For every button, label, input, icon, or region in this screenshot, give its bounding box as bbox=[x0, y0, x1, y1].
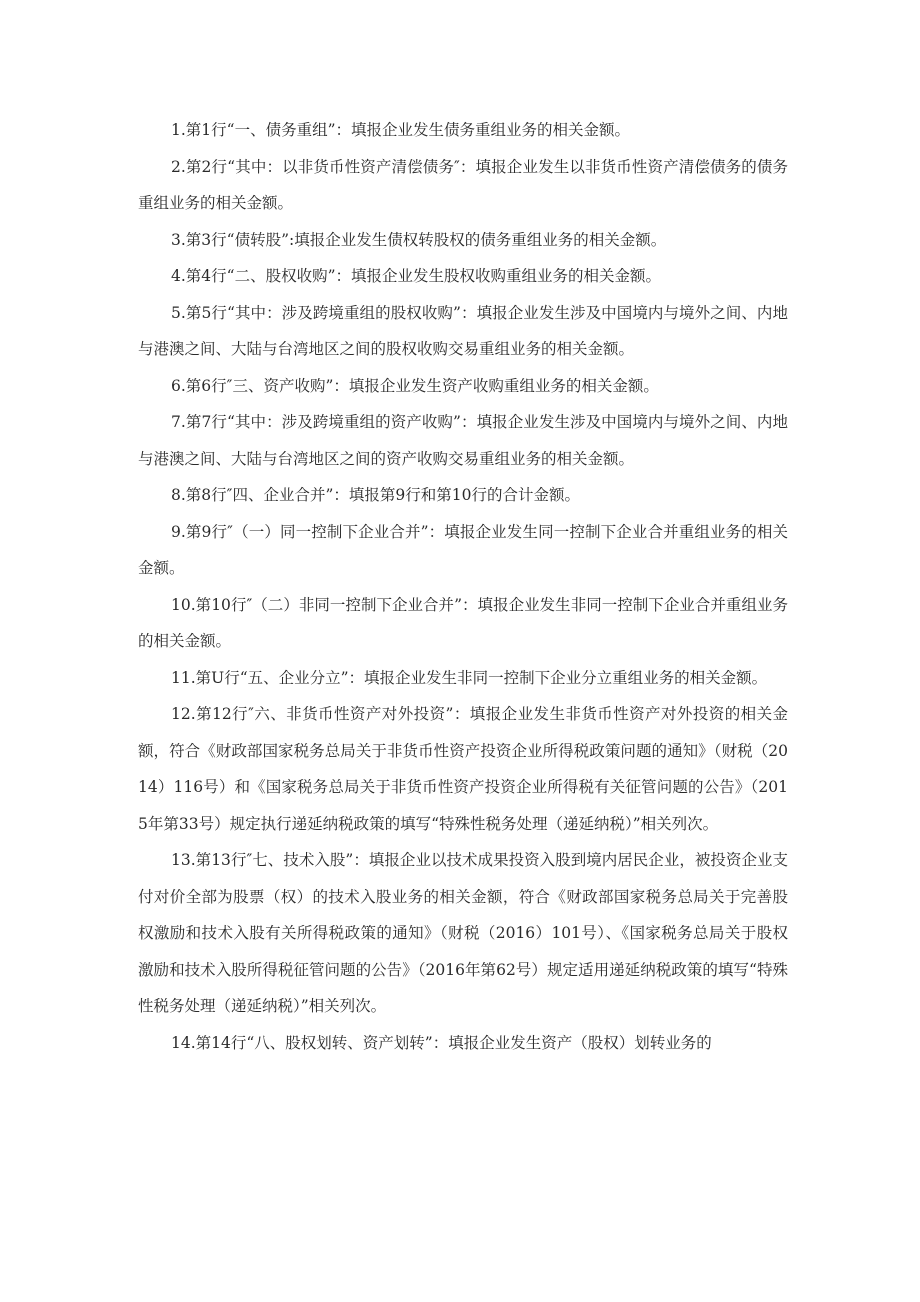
document-body bbox=[138, 112, 788, 1061]
paragraph-row-11: 11.第U行“五、企业分立”：填报企业发生非同一控制下企业分立重组业务的相关金额。 bbox=[171, 668, 768, 687]
paragraph-row-4: 4.第4行“二、股权收购”：填报企业发生股权收购重组业务的相关金额。 bbox=[171, 267, 662, 285]
paragraph-row-1: 1.第1行“一、债务重组”：填报企业发生债务重组业务的相关金额。 bbox=[171, 121, 631, 139]
paragraph-row-2: 2.第2行“其中：以非货币性资产清偿债务″：填报企业发生以非货币性资产清偿债务的债务重组业务的相关金额。 bbox=[138, 157, 788, 212]
paragraph-row-7: 7.第7行“其中：涉及跨境重组的资产收购”：填报企业发生涉及中国境内与境外之间、内地与港澳之间、大陆与台湾地区之间的资产收购交易重组业务的相关金额。 bbox=[138, 413, 788, 468]
paragraph-row-13: 13.第13行″七、技术入股”：填报企业以技术成果投资入股到境内居民企业，被投资企业支付对价全部为股票（权）的技术入股业务的相关金额，符合《财政部国家税务总局关于完善股权激励和技术入股有关所得税政策的通知》（财税（2016）101号）、《国家税务总局关于股权激励和技术入股所得税征管问题的公告》（2016年第62号）规定适用递延纳税政策的填写“特殊性税务处理（递延纳税）”相关列次。 bbox=[138, 851, 788, 1015]
paragraph-row-12: 12.第12行″六、非货币性资产对外投资”：填报企业发生非货币性资产对外投资的相关金额，符合《财政部国家税务总局关于非货币性资产投资企业所得税政策问题的通知》（财税（2014）116号）和《国家税务总局关于非货币性资产投资企业所得税有关征管问题的公告》（2015年第33号）规定执行递延纳税政策的填写“特殊性税务处理（递延纳税）”相关列次。 bbox=[138, 705, 788, 833]
paragraph-row-5: 5.第5行“其中：涉及跨境重组的股权收购”：填报企业发生涉及中国境内与境外之间、内地与港澳之间、大陆与台湾地区之间的股权收购交易重组业务的相关金额。 bbox=[138, 303, 788, 358]
paragraph-row-10: 10.第10行″（二）非同一控制下企业合并”：填报企业发生非同一控制下企业合并重组业务的相关金额。 bbox=[138, 595, 788, 650]
paragraph-row-14: 14.第14行“八、股权划转、资产划转”：填报企业发生资产（股权）划转业务的 bbox=[171, 1033, 712, 1052]
paragraph-row-6: 6.第6行″三、资产收购”：填报企业发生资产收购重组业务的相关金额。 bbox=[171, 376, 659, 395]
paragraph-row-9: 9.第9行″（一）同一控制下企业合并”：填报企业发生同一控制下企业合并重组业务的相关金额。 bbox=[138, 522, 788, 577]
paragraph-row-3: 3.第3行“债转股”:填报企业发生债权转股权的债务重组业务的相关金额。 bbox=[171, 230, 667, 249]
paragraph-row-8: 8.第8行″四、企业合并”：填报第9行和第10行的合计金额。 bbox=[171, 486, 580, 504]
